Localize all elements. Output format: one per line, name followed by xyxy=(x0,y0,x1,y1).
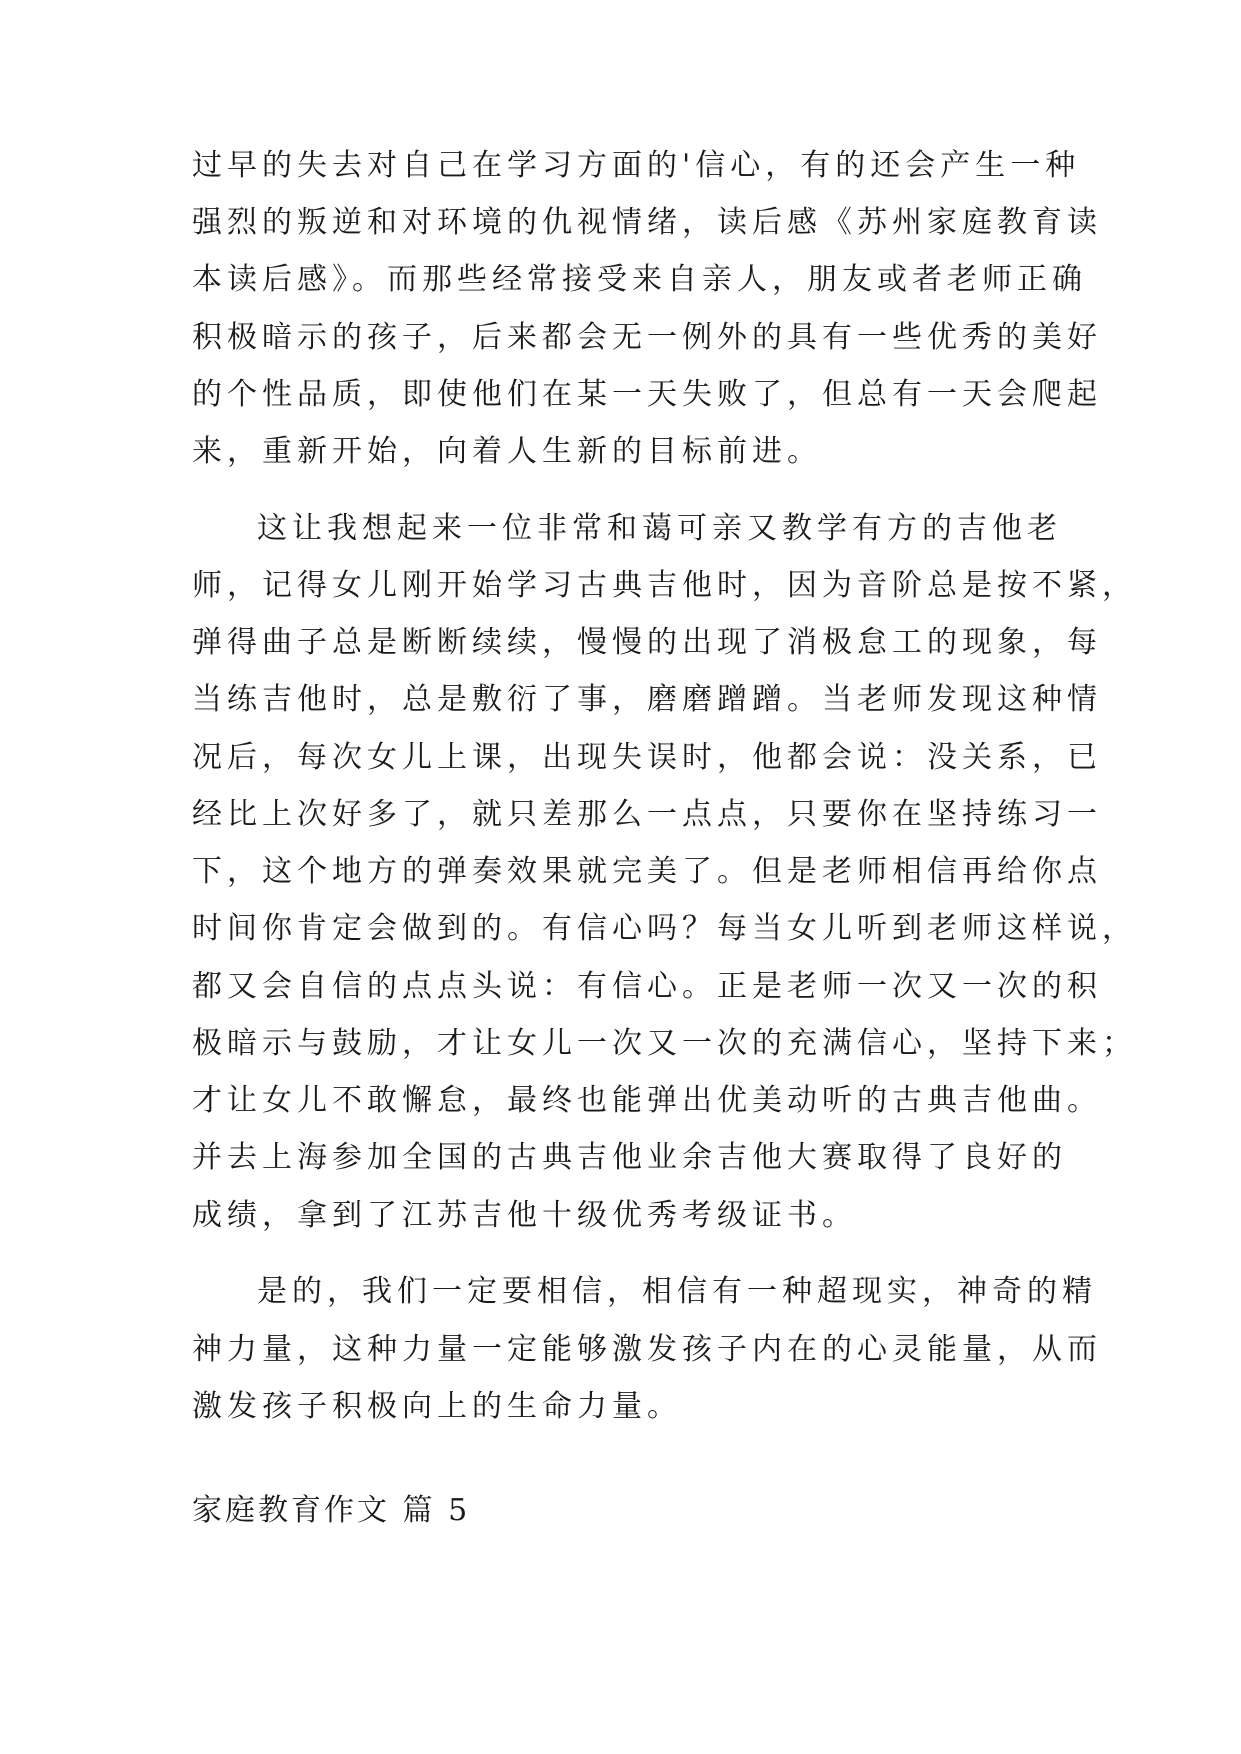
paragraph-2-line-4: 当练吉他时，总是敷衍了事，磨磨蹭蹭。当老师发现这种情 xyxy=(192,682,1102,717)
paragraph-3-line-3: 激发孩子积极向上的生命力量。 xyxy=(192,1389,682,1424)
paragraph-2-line-8: 时间你肯定会做到的。有信心吗？每当女儿听到老师这样说， xyxy=(192,911,1137,946)
paragraph-1-line-3: 本读后感》。而那些经常接受来自亲人，朋友或者老师正确 xyxy=(192,262,1087,297)
paragraph-2-line-12: 并去上海参加全国的古典吉他业余吉他大赛取得了良好的 xyxy=(192,1140,1067,1175)
paragraph-2-line-5: 况后，每次女儿上课，出现失误时，他都会说：没关系，已 xyxy=(192,740,1102,775)
paragraph-2-line-9: 都又会自信的点点头说：有信心。正是老师一次又一次的积 xyxy=(192,969,1102,1004)
paragraph-2-line-7: 下，这个地方的弹奏效果就完美了。但是老师相信再给你点 xyxy=(192,854,1102,889)
paragraph-2-line-3: 弹得曲子总是断断续续，慢慢的出现了消极怠工的现象，每 xyxy=(192,625,1102,660)
paragraph-1-line-4: 积极暗示的孩子，后来都会无一例外的具有一些优秀的美好 xyxy=(192,320,1102,355)
paragraph-3-line-2: 神力量，这种力量一定能够激发孩子内在的心灵能量，从而 xyxy=(192,1332,1102,1367)
paragraph-1-line-5: 的个性品质，即使他们在某一天失败了，但总有一天会爬起 xyxy=(192,377,1102,412)
paragraph-2-line-2: 师，记得女儿刚开始学习古典吉他时，因为音阶总是按不紧， xyxy=(192,568,1137,603)
paragraph-2-line-1: 这让我想起来一位非常和蔼可亲又教学有方的吉他老 xyxy=(257,511,1062,546)
paragraph-2-line-6: 经比上次好多了，就只差那么一点点，只要你在坚持练习一 xyxy=(192,797,1102,832)
paragraph-1-line-1: 过早的失去对自己在学习方面的'信心，有的还会产生一种 xyxy=(192,148,1081,183)
paragraph-2-line-10: 极暗示与鼓励，才让女儿一次又一次的充满信心，坚持下来； xyxy=(192,1026,1137,1061)
paragraph-2-line-13: 成绩，拿到了江苏吉他十级优秀考级证书。 xyxy=(192,1198,857,1233)
paragraph-2-line-11: 才让女儿不敢懈怠，最终也能弹出优美动听的古典吉他曲。 xyxy=(192,1083,1102,1118)
paragraph-3-line-1: 是的，我们一定要相信，相信有一种超现实，神奇的精 xyxy=(257,1274,1097,1309)
paragraph-1-line-2: 强烈的叛逆和对环境的仇视情绪，读后感《苏州家庭教育读 xyxy=(192,205,1102,240)
section-heading: 家庭教育作文 篇 5 xyxy=(192,1493,471,1528)
paragraph-1-line-6: 来，重新开始，向着人生新的目标前进。 xyxy=(192,434,822,469)
